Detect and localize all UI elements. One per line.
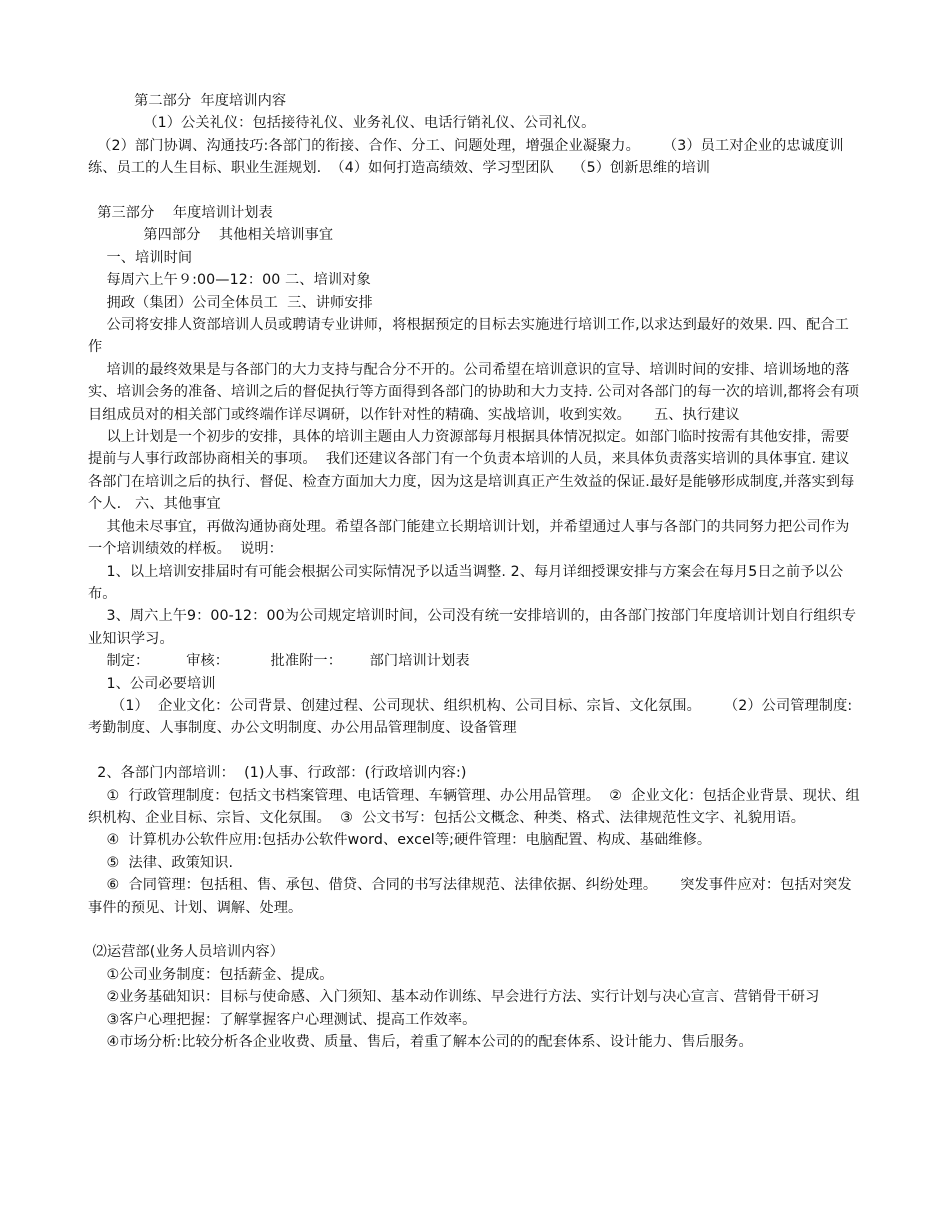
- heading-part-two: 第二部分 年度培训内容: [88, 93, 287, 109]
- paragraph: ⑵运营部(业务人员培训内容）: [88, 944, 284, 961]
- paragraph: 拥政（集团）公司全体员工 三、讲师安排: [88, 294, 373, 311]
- paragraph: 公司将安排人资部培训人员或聘请专业讲师，将根据预定的目标去实施进行培训工作,以求达到最好的效果. 四、配合工作: [88, 317, 849, 356]
- paragraph: ③客户心理把握：了解掌握客户心理测试、提高工作效率。: [88, 1011, 477, 1028]
- paragraph: （1） 企业文化：公司背景、创建过程、公司现状、组织机构、公司目标、宗旨、文化氛围。 （2）公司管理制度:考勤制度、人事制度、办公文明制度、办公用品管理制度、设备管理: [88, 697, 853, 737]
- paragraph: 每周六上午９:00—12：00 二、培训对象: [88, 272, 371, 289]
- paragraph: ⑥ 合同管理：包括租、售、承包、借贷、合同的书写法律规范、法律依据、纠纷处理。 突发事件应对：包括对突发事件的预见、计划、调解、处理。: [88, 877, 852, 916]
- paragraph: ① 行政管理制度：包括文书档案管理、电话管理、车辆管理、办公用品管理。 ② 企业文化：包括企业背景、现状、组织机构、企业目标、宗旨、文化氛围。 ③ 公文书写：包括公文概念、种类、格式、法律规范性文字、礼貌用语。: [88, 787, 860, 826]
- paragraph: 以上计划是一个初步的安排，具体的培训主题由人力资源部每月根据具体情况拟定。如部门临时按需有其他安排，需要提前与人事行政部协商相关的事项。 我们还建议各部门有一个负责本培训的人员，来具体负责落实培训的具体事宜. 建议各部门在培训之后的执行、督促、检查方面加大力度，因为这是培训真正产生效益的保证.最好是能够形成制度,并落实到每个人. 六、其他事宜: [88, 429, 855, 513]
- paragraph: （1）公关礼仪：包括接待礼仪、业务礼仪、电话行销礼仪、公司礼仪。: [88, 115, 596, 132]
- signature-line: 制定： 审核： 批准附一： 部门培训计划表: [88, 653, 470, 670]
- heading-part-four: 第四部分 其他相关培训事宜: [88, 227, 334, 244]
- paragraph: ④ 计算机办公软件应用:包括办公软件word、excel等;硬件管理：电脑配置、构成、基础维修。: [88, 832, 712, 849]
- document-body: [88, 90, 863, 1053]
- paragraph: 一、培训时间: [88, 249, 193, 266]
- paragraph: 3、周六上午9：00-12：00为公司规定培训时间，公司没有统一安排培训的，由各部门按部门年度培训计划自行组织专业知识学习。: [88, 608, 857, 647]
- blank-line: [88, 919, 863, 941]
- paragraph: ④市场分析:比较分析各企业收费、质量、售后，着重了解本公司的的配套体系、设计能力、售后服务。: [88, 1034, 753, 1051]
- paragraph: ⑤ 法律、政策知识.: [88, 854, 234, 871]
- blank-line: [88, 740, 863, 762]
- paragraph: 其他未尽事宜，再做沟通协商处理。希望各部门能建立长期培训计划，并希望通过人事与各部门的共同努力把公司作为一个培训绩效的样板。 说明：: [88, 518, 850, 558]
- paragraph: 培训的最终效果是与各部门的大力支持与配合分不开的。公司希望在培训意识的宣导、培训时间的安排、培训场地的落实、培训会务的准备、培训之后的督促执行等方面得到各部门的协助和大力支持. 公司对各部门的每一次的培训,都将会有项目组成员对的相关部门或终端作详尽调研，以作针对性的精确、实战培训，收到实效。 五、执行建议: [88, 361, 860, 423]
- paragraph: 1、公司必要培训: [88, 675, 216, 692]
- paragraph: 2、各部门内部培训： (1)人事、行政部：(行政培训内容:): [88, 765, 467, 782]
- heading-part-three: 第三部分 年度培训计划表: [88, 205, 273, 222]
- paragraph: ②业务基础知识：目标与使命感、入门须知、基本动作训练、早会进行方法、实行计划与决心宣言、营销骨干研习: [88, 989, 820, 1006]
- blank-line: [88, 180, 863, 202]
- paragraph: ①公司业务制度：包括薪金、提成。: [88, 966, 334, 983]
- paragraph: （2）部门协调、沟通技巧:各部门的衔接、合作、分工、问题处理，增强企业凝聚力。 （3）员工对企业的忠诚度训练、员工的人生目标、职业生涯规划. （4）如何打造高绩效、学习型团队 （5）创新思维的培训: [88, 137, 844, 177]
- paragraph: 1、以上培训安排届时有可能会根据公司实际情况予以适当调整. 2、每月详细授课安排与方案会在每月5日之前予以公布。: [88, 563, 844, 602]
